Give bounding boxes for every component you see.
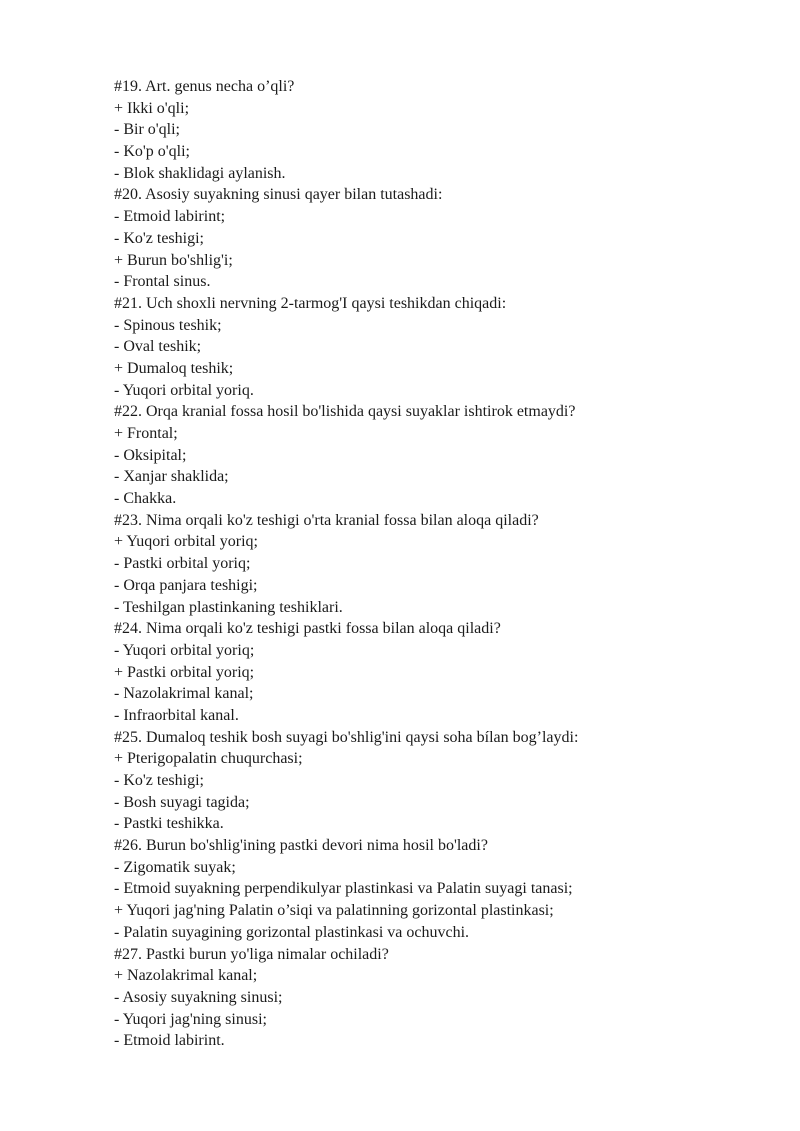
- answer-option: + Frontal;: [114, 425, 178, 442]
- question-title: #22. Orqa kranial fossa hosil bo'lishida qaysi suyaklar ishtirok etmaydi?: [114, 403, 576, 421]
- question-list: [114, 76, 774, 1052]
- answer-option: + Ikki o'qli;: [114, 99, 190, 117]
- question-title: #25. Dumaloq teshik bosh suyagi bo'shlig'ini qaysi soha bílan bog’laydi:: [114, 728, 579, 746]
- answer-option: - Etmoid suyakning perpendikulyar plastinkasi va Palatin suyagi tanasi;: [114, 880, 573, 898]
- answer-option: - Pastki orbital yoriq;: [114, 555, 251, 573]
- answer-option: + Nazolakrimal kanal;: [114, 967, 258, 985]
- answer-option: - Infraorbital kanal.: [114, 706, 239, 724]
- answer-option: - Ko'z teshigi;: [114, 772, 204, 789]
- answer-option: - Bosh suyagi tagida;: [114, 793, 250, 811]
- answer-option: + Burun bo'shlig'i;: [114, 251, 233, 269]
- question-title: #23. Nima orqali ko'z teshigi o'rta kranial fossa bilan aloqa qiladi?: [114, 511, 539, 529]
- answer-option: + Dumaloq teshik;: [114, 359, 234, 377]
- answer-option: - Bir o'qli;: [114, 121, 180, 139]
- answer-option: - Yuqori orbital yoriq.: [114, 381, 254, 399]
- answer-option: + Pastki orbital yoriq;: [114, 663, 255, 681]
- answer-option: - Spinous teshik;: [114, 316, 222, 334]
- answer-option: - Orqa panjara teshigi;: [114, 576, 258, 594]
- answer-option: - Oksipital;: [114, 446, 187, 464]
- answer-option: - Frontal sinus.: [114, 273, 211, 291]
- answer-option: + Yuqori orbital yoriq;: [114, 533, 258, 551]
- answer-option: - Nazolakrimal kanal;: [114, 685, 254, 703]
- answer-option: - Blok shaklidagi aylanish.: [114, 164, 286, 182]
- answer-option: - Etmoid labirint;: [114, 208, 226, 226]
- answer-option: - Yuqori orbital yoriq;: [114, 641, 255, 659]
- answer-option: - Pastki teshikka.: [114, 815, 224, 833]
- answer-option: - Palatin suyagining gorizontal plastinkasi va ochuvchi.: [114, 923, 470, 941]
- answer-option: - Chakka.: [114, 490, 177, 508]
- question-title: #24. Nima orqali ko'z teshigi pastki fossa bilan aloqa qiladi?: [114, 620, 501, 638]
- answer-option: - Ko'z teshigi;: [114, 229, 204, 247]
- answer-option: + Pterigopalatin chuqurchasi;: [114, 750, 303, 768]
- answer-option: - Zigomatik suyak;: [114, 858, 236, 876]
- answer-option: + Yuqori jag'ning Palatin o’siqi va palatinning gorizontal plastinkasi;: [114, 902, 554, 920]
- question-title: #26. Burun bo'shlig'ining pastki devori nima hosil bo'ladi?: [114, 837, 488, 855]
- question-title: #21. Uch shoxli nervning 2-tarmog'I qaysi teshikdan chiqadi:: [114, 294, 507, 312]
- answer-option: - Xanjar shaklida;: [114, 468, 229, 486]
- answer-option: - Asosiy suyakning sinusi;: [114, 988, 283, 1006]
- question-title: #19. Art. genus necha o’qli?: [114, 78, 295, 95]
- answer-option: - Teshilgan plastinkaning teshiklari.: [114, 598, 343, 616]
- answer-option: - Yuqori jag'ning sinusi;: [114, 1010, 267, 1028]
- answer-option: - Ko'p o'qli;: [114, 143, 190, 161]
- question-title: #20. Asosiy suyakning sinusi qayer bilan tutashadi:: [114, 186, 443, 204]
- question-title: #27. Pastki burun yo'liga nimalar ochiladi?: [114, 945, 389, 963]
- answer-option: - Oval teshik;: [114, 338, 202, 356]
- answer-option: - Etmoid labirint.: [114, 1032, 225, 1050]
